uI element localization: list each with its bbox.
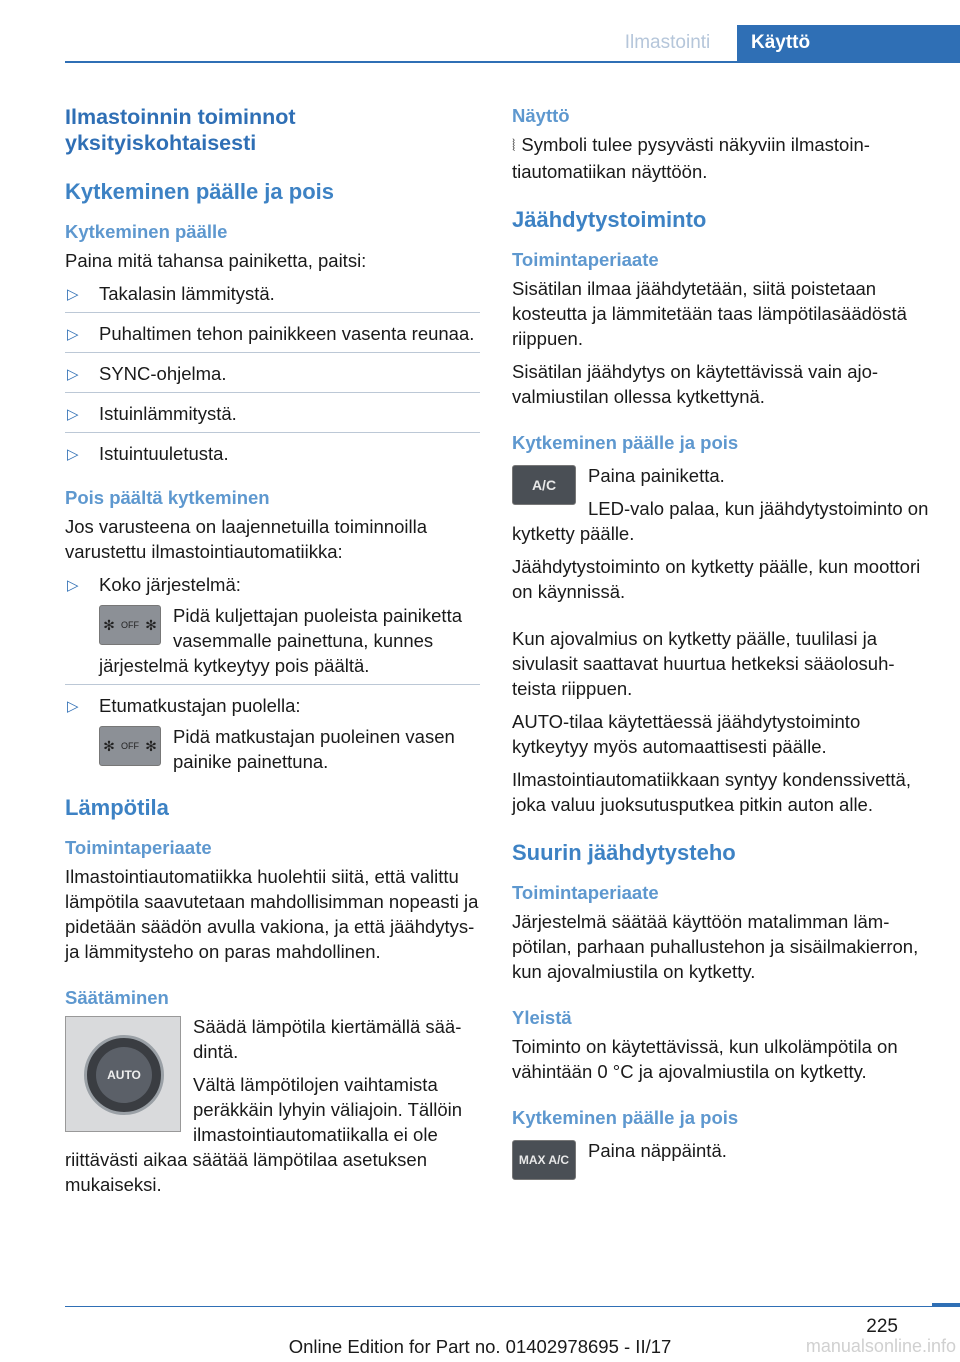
- heading-general: Yleistä: [512, 1007, 572, 1028]
- text-adjust2: Vältä lämpötilojen vaihtamista peräkkäin lyhyin väliajoin. Tällöin ilmastointiautomatiikalla ei ole riittävästi aikaa säätää lämpötilaa asetuksen mukaiseksi.: [65, 1074, 463, 1195]
- text-on: Paina mitä tahansa painiketta, paitsi:: [65, 250, 367, 271]
- text-cool2: Sisätilan jäähdytys on käytettävissä vain ajovalmiustilan ollessa kytkettynä.: [512, 361, 879, 407]
- text-cond: Ilmastointiautomatiikkaan syntyy kondenssivettä, joka valuu juoksutusputkea pitkin auton alle.: [512, 769, 911, 815]
- maxac-block: [512, 1138, 932, 1167]
- footer-rule: [65, 1306, 960, 1307]
- text-general: Toiminto on käytettävissä, kun ulkolämpötila on vähintään 0 °C ja ajovalmiustila on kytketty.: [512, 1036, 898, 1082]
- heading-switch: Kytkeminen päälle ja pois: [512, 432, 739, 453]
- text-auto: AUTO-tilaa käytettäessä jäähdytystoiminto kytkeytyy myös automaattisesti päälle.: [512, 711, 861, 757]
- cooling-symbol-icon: ⦚: [512, 138, 516, 155]
- list-item: ▷ Puhaltimen tehon painikkeen vasenta reunaa.: [65, 321, 480, 353]
- header-section: Ilmastointi: [624, 32, 711, 53]
- text-cool1: Sisätilan ilmaa jäähdytetään, siitä poistetaan kosteutta ja lämmitetään taas lämpötilasäädöstä riippuen.: [512, 278, 907, 349]
- heading-temp: Lämpötila: [65, 795, 169, 820]
- fan-off-button-icon: ✻ OFF ✻: [99, 605, 161, 645]
- ac-button-icon: A/C: [512, 465, 576, 505]
- left-column: [65, 104, 480, 1205]
- text-engine: Jäähdytystoiminto on kytketty päälle, kun moottori on käynnissä.: [512, 556, 921, 602]
- triangle-bullet-icon: ▷: [67, 698, 79, 715]
- heading-cool: Jäähdytystoiminto: [512, 207, 707, 232]
- header-rule: [65, 61, 960, 63]
- chapter-title: Ilmastoinnin toiminnot yksityiskohtaisesti: [65, 105, 296, 155]
- list-item: ▷ SYNC-ohjelma.: [65, 361, 480, 393]
- on-list: [65, 281, 480, 472]
- temperature-knob-icon: AUTO: [65, 1016, 181, 1132]
- text-press: Paina painiketta.: [588, 465, 725, 486]
- triangle-bullet-icon: ▷: [67, 446, 79, 463]
- heading-principle: Toimintaperiaate: [512, 249, 659, 270]
- list-item: ▷ Etumatkustajan puolella: ✻ OFF ✻ Pidä matkustajan puoleinen vasen painike painettuna.: [67, 695, 455, 772]
- off-list: [65, 572, 480, 780]
- list-item: ▷ Koko järjestelmä: ✻ OFF ✻ Pidä kuljettajan puoleista painiketta vasemmalle painettuna, kunnes järjestelmä kytkeytyy pois päältä.: [65, 572, 480, 685]
- triangle-bullet-icon: ▷: [67, 366, 79, 383]
- text-adjust1: Säädä lämpötila kiertämällä säädintä.: [193, 1016, 462, 1062]
- fan-off-button-icon: ✻ OFF ✻: [99, 726, 161, 766]
- triangle-bullet-icon: ▷: [67, 577, 79, 594]
- page-marker: [932, 1303, 960, 1307]
- triangle-bullet-icon: ▷: [67, 326, 79, 343]
- watermark: manualsonline.info: [805, 1336, 956, 1356]
- text-principle: Ilmastointiautomatiikka huolehtii siitä, että valittu lämpötila saavutetaan mahdollisimman nopeasti ja pidetään säädön avulla vakiona, ja että jäähdytys- ja lämmitysteho on paras mahdollinen.: [65, 866, 479, 962]
- edition-text: Online Edition for Part no. 01402978695 - II/17: [288, 1336, 672, 1357]
- heading-switch-2: Kytkeminen päälle ja pois: [512, 1107, 739, 1128]
- text-display: ⦚ Symboli tulee pysyvästi näkyviin ilmastointiautomatiikan näyttöön.: [512, 134, 870, 182]
- heading-on: Kytkeminen päälle: [65, 221, 228, 242]
- max-ac-button-icon: MAX A/C: [512, 1140, 576, 1180]
- heading-off: Pois päältä kytkeminen: [65, 487, 270, 508]
- right-column: [512, 104, 932, 1184]
- adjust-block: [65, 1014, 480, 1197]
- text-max: Järjestelmä säätää käyttöön matalimman lämpötilan, parhaan puhallustehon ja sisäilmakierron, kun ajovalmiustila on kytketty.: [512, 911, 919, 982]
- heading-adjust: Säätäminen: [65, 987, 169, 1008]
- triangle-bullet-icon: ▷: [67, 406, 79, 423]
- heading-principle: Toimintaperiaate: [65, 837, 212, 858]
- heading-display: Näyttö: [512, 105, 570, 126]
- list-item: ▷ Istuintuuletusta.: [65, 441, 480, 472]
- list-item: ▷ Takalasin lämmitystä.: [65, 281, 480, 313]
- triangle-bullet-icon: ▷: [67, 286, 79, 303]
- ac-block: [512, 463, 932, 546]
- text-fog: Kun ajovalmius on kytketty päälle, tuulilasi ja sivulasit saattavat huurtua hetkeksi sääolosuhteista riippuen.: [512, 628, 895, 699]
- heading-switch: Kytkeminen päälle ja pois: [65, 179, 334, 204]
- text-led: LED-valo palaa, kun jäähdytystoiminto on kytketty päälle.: [512, 498, 929, 544]
- page-number: 225: [866, 1316, 898, 1337]
- text-off: Jos varusteena on laajennetuilla toiminnoilla varustettu ilmastointiautomatiikka:: [65, 516, 428, 562]
- list-item: ▷ Istuinlämmitystä.: [65, 401, 480, 433]
- header-tab: Käyttö: [737, 25, 960, 61]
- heading-principle-2: Toimintaperiaate: [512, 882, 659, 903]
- text-press2: Paina näppäintä.: [588, 1140, 727, 1161]
- heading-max: Suurin jäähdytysteho: [512, 840, 736, 865]
